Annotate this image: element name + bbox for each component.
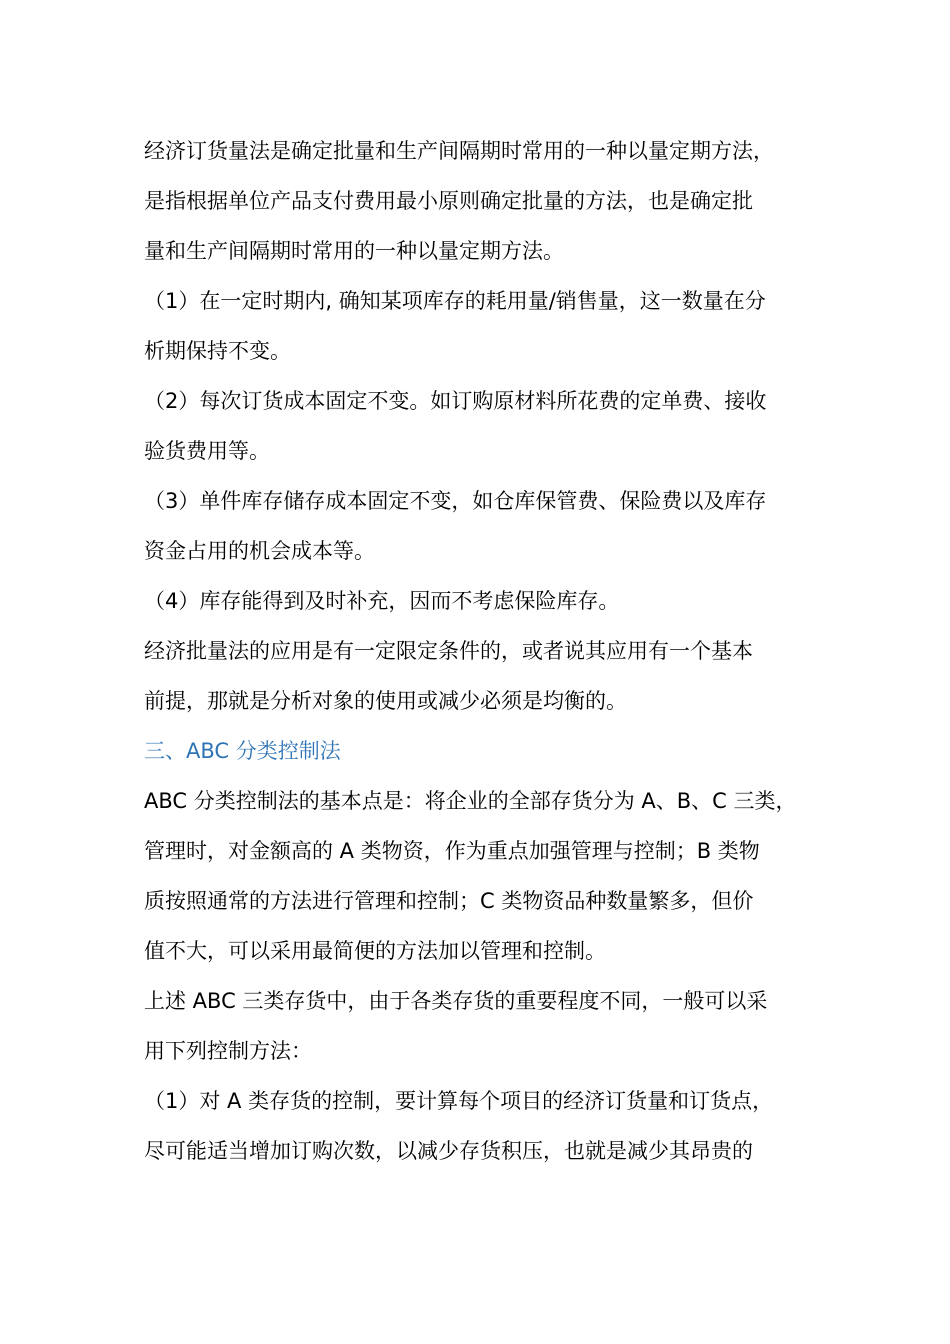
text-line: 尽可能适当增加订购次数，以减少存货积压，也就是减少其昂贵的	[144, 1139, 753, 1163]
text-line: 质按照通常的方法进行管理和控制；C 类物资品种数量繁多，但价	[144, 889, 754, 913]
text-line: （1）在一定时期内, 确知某项库存的耗用量/销售量，这一数量在分	[144, 289, 766, 313]
text-line: 管理时，对金额高的 A 类物资，作为重点加强管理与控制；B 类物	[144, 839, 760, 863]
text-line: （2）每次订货成本固定不变。如订购原材料所花费的定单费、接收	[144, 389, 767, 413]
document-page	[144, 126, 809, 1176]
paragraph-assumption-4	[144, 576, 809, 626]
section-heading: 三、ABC 分类控制法	[144, 739, 341, 763]
text-line: 是指根据单位产品支付费用最小原则确定批量的方法，也是确定批	[144, 189, 753, 213]
text-line: （3）单件库存储存成本固定不变，如仓库保管费、保险费以及库存	[144, 489, 767, 513]
text-line: 值不大，可以采用最简便的方法加以管理和控制。	[144, 939, 606, 963]
paragraph-assumption-3	[144, 476, 809, 576]
text-line: 经济批量法的应用是有一定限定条件的，或者说其应用有一个基本	[144, 639, 753, 663]
paragraph-assumption-1	[144, 276, 809, 376]
text-line: 前提，那就是分析对象的使用或减少必须是均衡的。	[144, 689, 627, 713]
text-line: （1）对 A 类存货的控制，要计算每个项目的经济订货量和订货点，	[144, 1089, 774, 1113]
paragraph-eoq-intro	[144, 126, 809, 276]
paragraph-abc-methods-intro	[144, 976, 809, 1076]
text-line: 上述 ABC 三类存货中，由于各类存货的重要程度不同，一般可以采	[144, 989, 768, 1013]
paragraph-assumption-2	[144, 376, 809, 476]
text-line: 用下列控制方法：	[144, 1039, 312, 1063]
text-line: 经济订货量法是确定批量和生产间隔期时常用的一种以量定期方法，	[144, 139, 774, 163]
text-line: 析期保持不变。	[144, 339, 291, 363]
paragraph-abc-class-a	[144, 1076, 809, 1176]
text-line: 量和生产间隔期时常用的一种以量定期方法。	[144, 239, 564, 263]
text-line: （4）库存能得到及时补充，因而不考虑保险库存。	[144, 589, 620, 613]
text-line: 验货费用等。	[144, 439, 270, 463]
paragraph-abc-basics	[144, 776, 809, 976]
paragraph-eoq-premise	[144, 626, 809, 726]
text-line: 资金占用的机会成本等。	[144, 539, 375, 563]
text-line: ABC 分类控制法的基本点是：将企业的全部存货分为 A、B、C 三类，	[144, 789, 797, 813]
